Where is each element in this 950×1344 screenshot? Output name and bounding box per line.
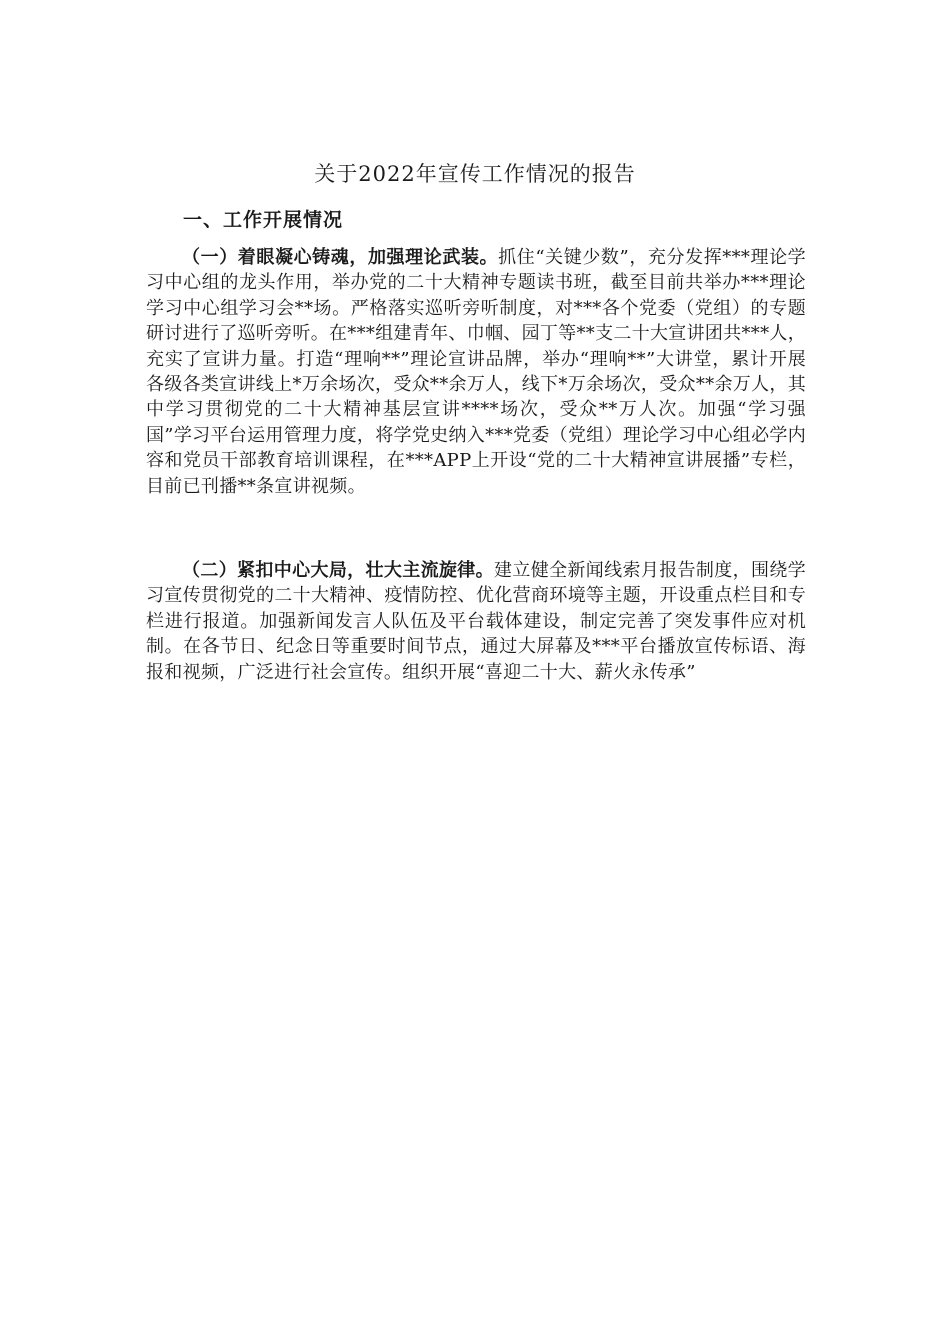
section-heading: 一、工作开展情况 bbox=[183, 209, 344, 231]
paragraph-lead: （一）着眼凝心铸魂，加强理论武装。 bbox=[182, 247, 499, 268]
paragraph-body: 建立健全新闻线索月报告制度，围绕学习宣传贯彻党的二十大精神、疫情防控、优化营商环境等主题，开设重点栏目和专栏进行报道。加强新闻发言人队伍及平台载体建设，制定完善了突发事件应对机制。在各节日、纪念日等重要时间节点，通过大屏幕及***平台播放宣传标语、海报和视频，广泛进行社会宣传。组织开展“喜迎二十大、薪火永传承” bbox=[146, 560, 806, 683]
paragraph-body: 抓住“关键少数”，充分发挥***理论学习中心组的龙头作用，举办党的二十大精神专题读书班，截至目前共举办***理论学习中心组学习会**场。严格落实巡听旁听制度，对***各个党委（党组）的专题研讨进行了巡听旁听。在***组建青年、巾帼、园丁等**支二十大宣讲团共***人，充实了宣讲力量。打造“理响**”理论宣讲品牌，举办“理响**”大讲堂，累计开展各级各类宣讲线上*万余场次，受众**余万人，线下*万余场次，受众**余万人，其中学习贯彻党的二十大精神基层宣讲****场次，受众**万人次。加强“学习强国”学习平台运用管理力度，将学党史纳入***党委（党组）理论学习中心组必学内容和党员干部教育培训课程，在***APP上开设“党的二十大精神宣讲展播”专栏，目前已刊播**条宣讲视频。 bbox=[146, 247, 806, 497]
document-title: 关于2022年宣传工作情况的报告 bbox=[314, 162, 636, 186]
paragraph-mainstream-publicity bbox=[146, 558, 806, 685]
paragraph-lead: （二）紧扣中心大局，壮大主流旋律。 bbox=[182, 560, 495, 581]
paragraph-theory-study bbox=[146, 245, 806, 499]
